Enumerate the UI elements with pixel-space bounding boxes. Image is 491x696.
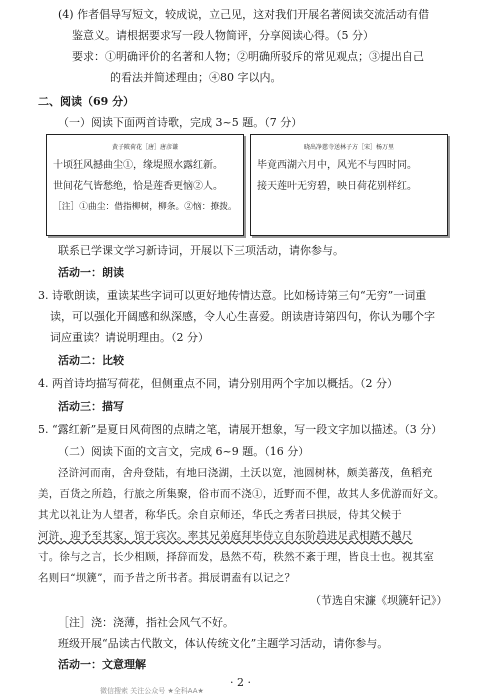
q5-question: 5. “露红新”是夏日风荷图的点睛之笔，请展开想象，写一段文字加以描述。（3 分） xyxy=(38,423,443,436)
poem-frame-left xyxy=(46,134,244,236)
poem1-note: ［注］①曲尘：借指柳树，柳条。②恼：撩拨。 xyxy=(53,202,237,212)
poem-frame-right xyxy=(250,134,448,236)
poem2-line-1: 毕竟西湖六月中，风光不与四时同。 xyxy=(257,160,417,171)
classical-line-5: 寸。徐与之言，长少相顾，择辞而发，恳然不苟，秩然不紊于理，皆良士也。视其室 xyxy=(38,551,434,563)
q3-line-3: 词应重读？请说明理由。（2 分） xyxy=(50,331,209,344)
requirement-line-2: 的看法并简述理由；④80 字以内。 xyxy=(110,71,282,84)
task-intro: 联系已学课文学习新诗词，开展以下三项活动，请你参与。 xyxy=(58,244,344,257)
poem2-title: 晓出净慈寺送林子方［宋］杨万里 xyxy=(303,144,394,151)
footer-watermark: 微信搜索 关注公众号 ★全科AA★ xyxy=(100,687,204,695)
task-2-intro: 班级开展“品读古代散文，体认传统文化”主题学习活动，请你参与。 xyxy=(58,637,389,650)
q3-line-1: 3. 诗歌朗读，重读某些字词可以更好地传情达意。比如杨诗第三句“无穷”一词重 xyxy=(38,289,427,302)
q4-line-2: 鉴意义。请根据要求写一段人物简评，分享阅读心得。（5 分） xyxy=(72,29,374,42)
q3-line-2: 读，可以强化开阔感和纵深感，令人心生喜爱。朗读唐诗第四句，你认为哪个字 xyxy=(50,310,435,323)
requirement-line-1: 要求：①明确评价的名著和人物；②明确所驳斥的常见观点；③提出自己 xyxy=(72,50,424,63)
activity-2-label: 活动二：比较 xyxy=(58,354,124,367)
subsection-2-heading: （二）阅读下面的文言文，完成 6~9 题。（16 分） xyxy=(58,445,310,458)
activity-3-label: 活动三：描写 xyxy=(58,400,124,413)
subsection-1-heading: （一）阅读下面两首诗歌，完成 3~5 题。（7 分） xyxy=(58,116,303,129)
q4-line-1: (4) 作者倡导写短文，较成说，立己见，这对我们开展名著阅读交流活动有借 xyxy=(58,8,430,21)
classical-line-6: 名则曰“坝篪”，而予昔之所书者。揖辰谓盍有以记之？ xyxy=(38,572,296,584)
section-heading: 二、阅读（69 分） xyxy=(38,95,135,108)
classical-line-3: 其尤以礼让为人望者，称华氏。余自京师还，华氏之秀者曰拱辰，侍其父候于 xyxy=(38,509,402,521)
underlined-sentence: 河浒，迎予至其家，馆于宾次。率其兄弟庭拜毕侍立自东阶趋进足武相踏不越尺 xyxy=(38,530,413,542)
q4-question: 4. 两首诗均描写荷花，但侧重点不同，请分别用两个字加以概括。（2 分） xyxy=(38,377,398,390)
poem1-line-1: 十顷狂风撼曲尘①，缘堤照水露红新。 xyxy=(53,160,223,171)
source-citation: （节选自宋濂《坝篪轩记》） xyxy=(310,594,448,607)
poem1-line-2: 世间花气皆愁绝，恰是莲香更恼②人。 xyxy=(53,181,223,192)
activity-1b-label: 活动一：文意理解 xyxy=(58,658,146,671)
classical-line-2: 美，百货之所趋，行旅之所集聚，俗市而不浇①，近野而不俚，故其人多优游而好文。 xyxy=(38,488,445,500)
classical-line-1: 泾浒河而南，舍舟登陆，有地曰浇湖，土沃以宽，池圆树林，颇美蕃茂，鱼稻充 xyxy=(58,467,433,479)
poem1-title: 黄子陂荷花［唐］唐彦谦 xyxy=(111,144,178,151)
page-number: · 2 · xyxy=(230,676,251,689)
poem2-line-2: 接天莲叶无穷碧，映日荷花别样红。 xyxy=(257,181,417,192)
classical-line-4 xyxy=(38,529,413,543)
activity-1-label: 活动一：朗读 xyxy=(58,266,124,279)
note-2: ［注］浇：浇薄，指社会风气不好。 xyxy=(58,616,234,629)
